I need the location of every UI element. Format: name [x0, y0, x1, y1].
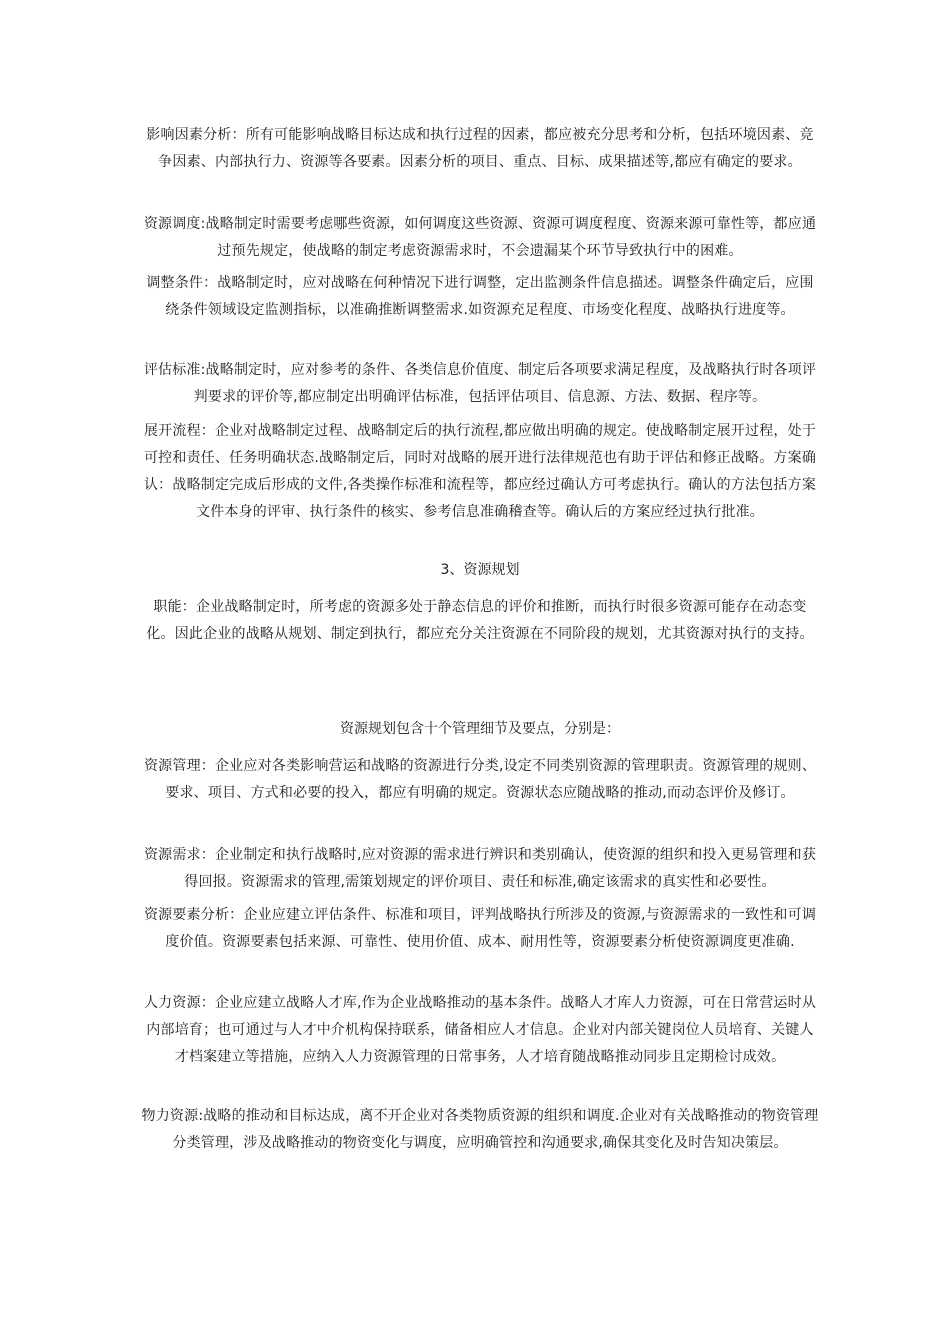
paragraph-resource-scheduling: 资源调度:战略制定时需要考虑哪些资源，如何调度这些资源、资源可调度程度、资源来源可靠性等，都应通过预先规定，使战略的制定考虑资源需求时，不会遗漏某个环节导致执行中的困难。 — [143, 216, 817, 259]
paragraph-resource-demand: 资源需求：企业制定和执行战略时,应对资源的需求进行辨识和类别确认，使资源的组织和投入更易管理和获得回报。资源需求的管理,需策划规定的评价项目、责任和标准,确定该需求的真实性和必要性。 — [143, 847, 817, 890]
paragraph-resource-management: 资源管理：企业应对各类影响营运和战略的资源进行分类,设定不同类别资源的管理职责。资源管理的规则、要求、项目、方式和必要的投入，都应有明确的规定。资源状态应随战略的推动,而动态评价及修订。 — [143, 758, 817, 801]
intro-line: 资源规划包含十个管理细节及要点，分别是： — [340, 721, 620, 737]
section-heading: 3、资源规划 — [440, 562, 520, 578]
paragraph-adjustment-conditions: 调整条件：战略制定时，应对战略在何种情况下进行调整，定出监测条件信息描述。调整条件确定后，应围绕条件领域设定监测指标，以准确推断调整需求.如资源充足程度、市场变化程度、战略执行进度等。 — [146, 275, 814, 318]
paragraph-evaluation-standards: 评估标准:战略制定时，应对参考的条件、各类信息价值度、制定后各项要求满足程度，及战略执行时各项评判要求的评价等,都应制定出明确评估标准，包括评估项目、信息源、方法、数据、程序等。 — [143, 362, 817, 405]
paragraph-material-resources: 物力资源:战略的推动和目标达成，离不开企业对各类物质资源的组织和调度.企业对有关战略推动的物资管理分类管理，涉及战略推动的物资变化与调度，应明确管控和沟通要求,确保其变化及时告知决策层。 — [141, 1108, 819, 1151]
paragraph-influence-factors: 影响因素分析：所有可能影响战略目标达成和执行过程的因素，都应被充分思考和分析，包括环境因素、竞争因素、内部执行力、资源等各要素。因素分析的项目、重点、目标、成果描述等,都应有确定的要求。 — [146, 127, 814, 170]
paragraph-resource-element-analysis: 资源要素分析：企业应建立评估条件、标准和项目，评判战略执行所涉及的资源,与资源需求的一致性和可调度价值。资源要素包括来源、可靠性、使用价值、成本、耐用性等，资源要素分析使资源调度更准确. — [143, 907, 817, 950]
paragraph-function: 职能：企业战略制定时，所考虑的资源多处于静态信息的评价和推断，而执行时很多资源可能存在动态变化。因此企业的战略从规划、制定到执行，都应充分关注资源在不同阶段的规划，尤其资源对执行的支持。 — [146, 599, 814, 642]
paragraph-human-resources: 人力资源：企业应建立战略人才库,作为企业战略推动的基本条件。战略人才库人力资源，可在日常营运时从内部培育；也可通过与人才中介机构保持联系，储备相应人才信息。企业对内部关键岗位人员培育、关键人才档案建立等措施，应纳入人力资源管理的日常事务，人才培育随战略推动同步且定期检讨成效。 — [143, 995, 817, 1065]
paragraph-deployment-process: 展开流程：企业对战略制定过程、战略制定后的执行流程,都应做出明确的规定。使战略制定展开过程，处于可控和责任、任务明确状态.战略制定后，同时对战略的展开进行法律规范也有助于评估和修正战略。方案确认：战略制定完成后形成的文件,各类操作标准和流程等，都应经过确认方可考虑执行。确认的方法包括方案文件本身的评审、执行条件的核实、参考信息准确稽查等。确认后的方案应经过执行批准。 — [143, 423, 817, 520]
